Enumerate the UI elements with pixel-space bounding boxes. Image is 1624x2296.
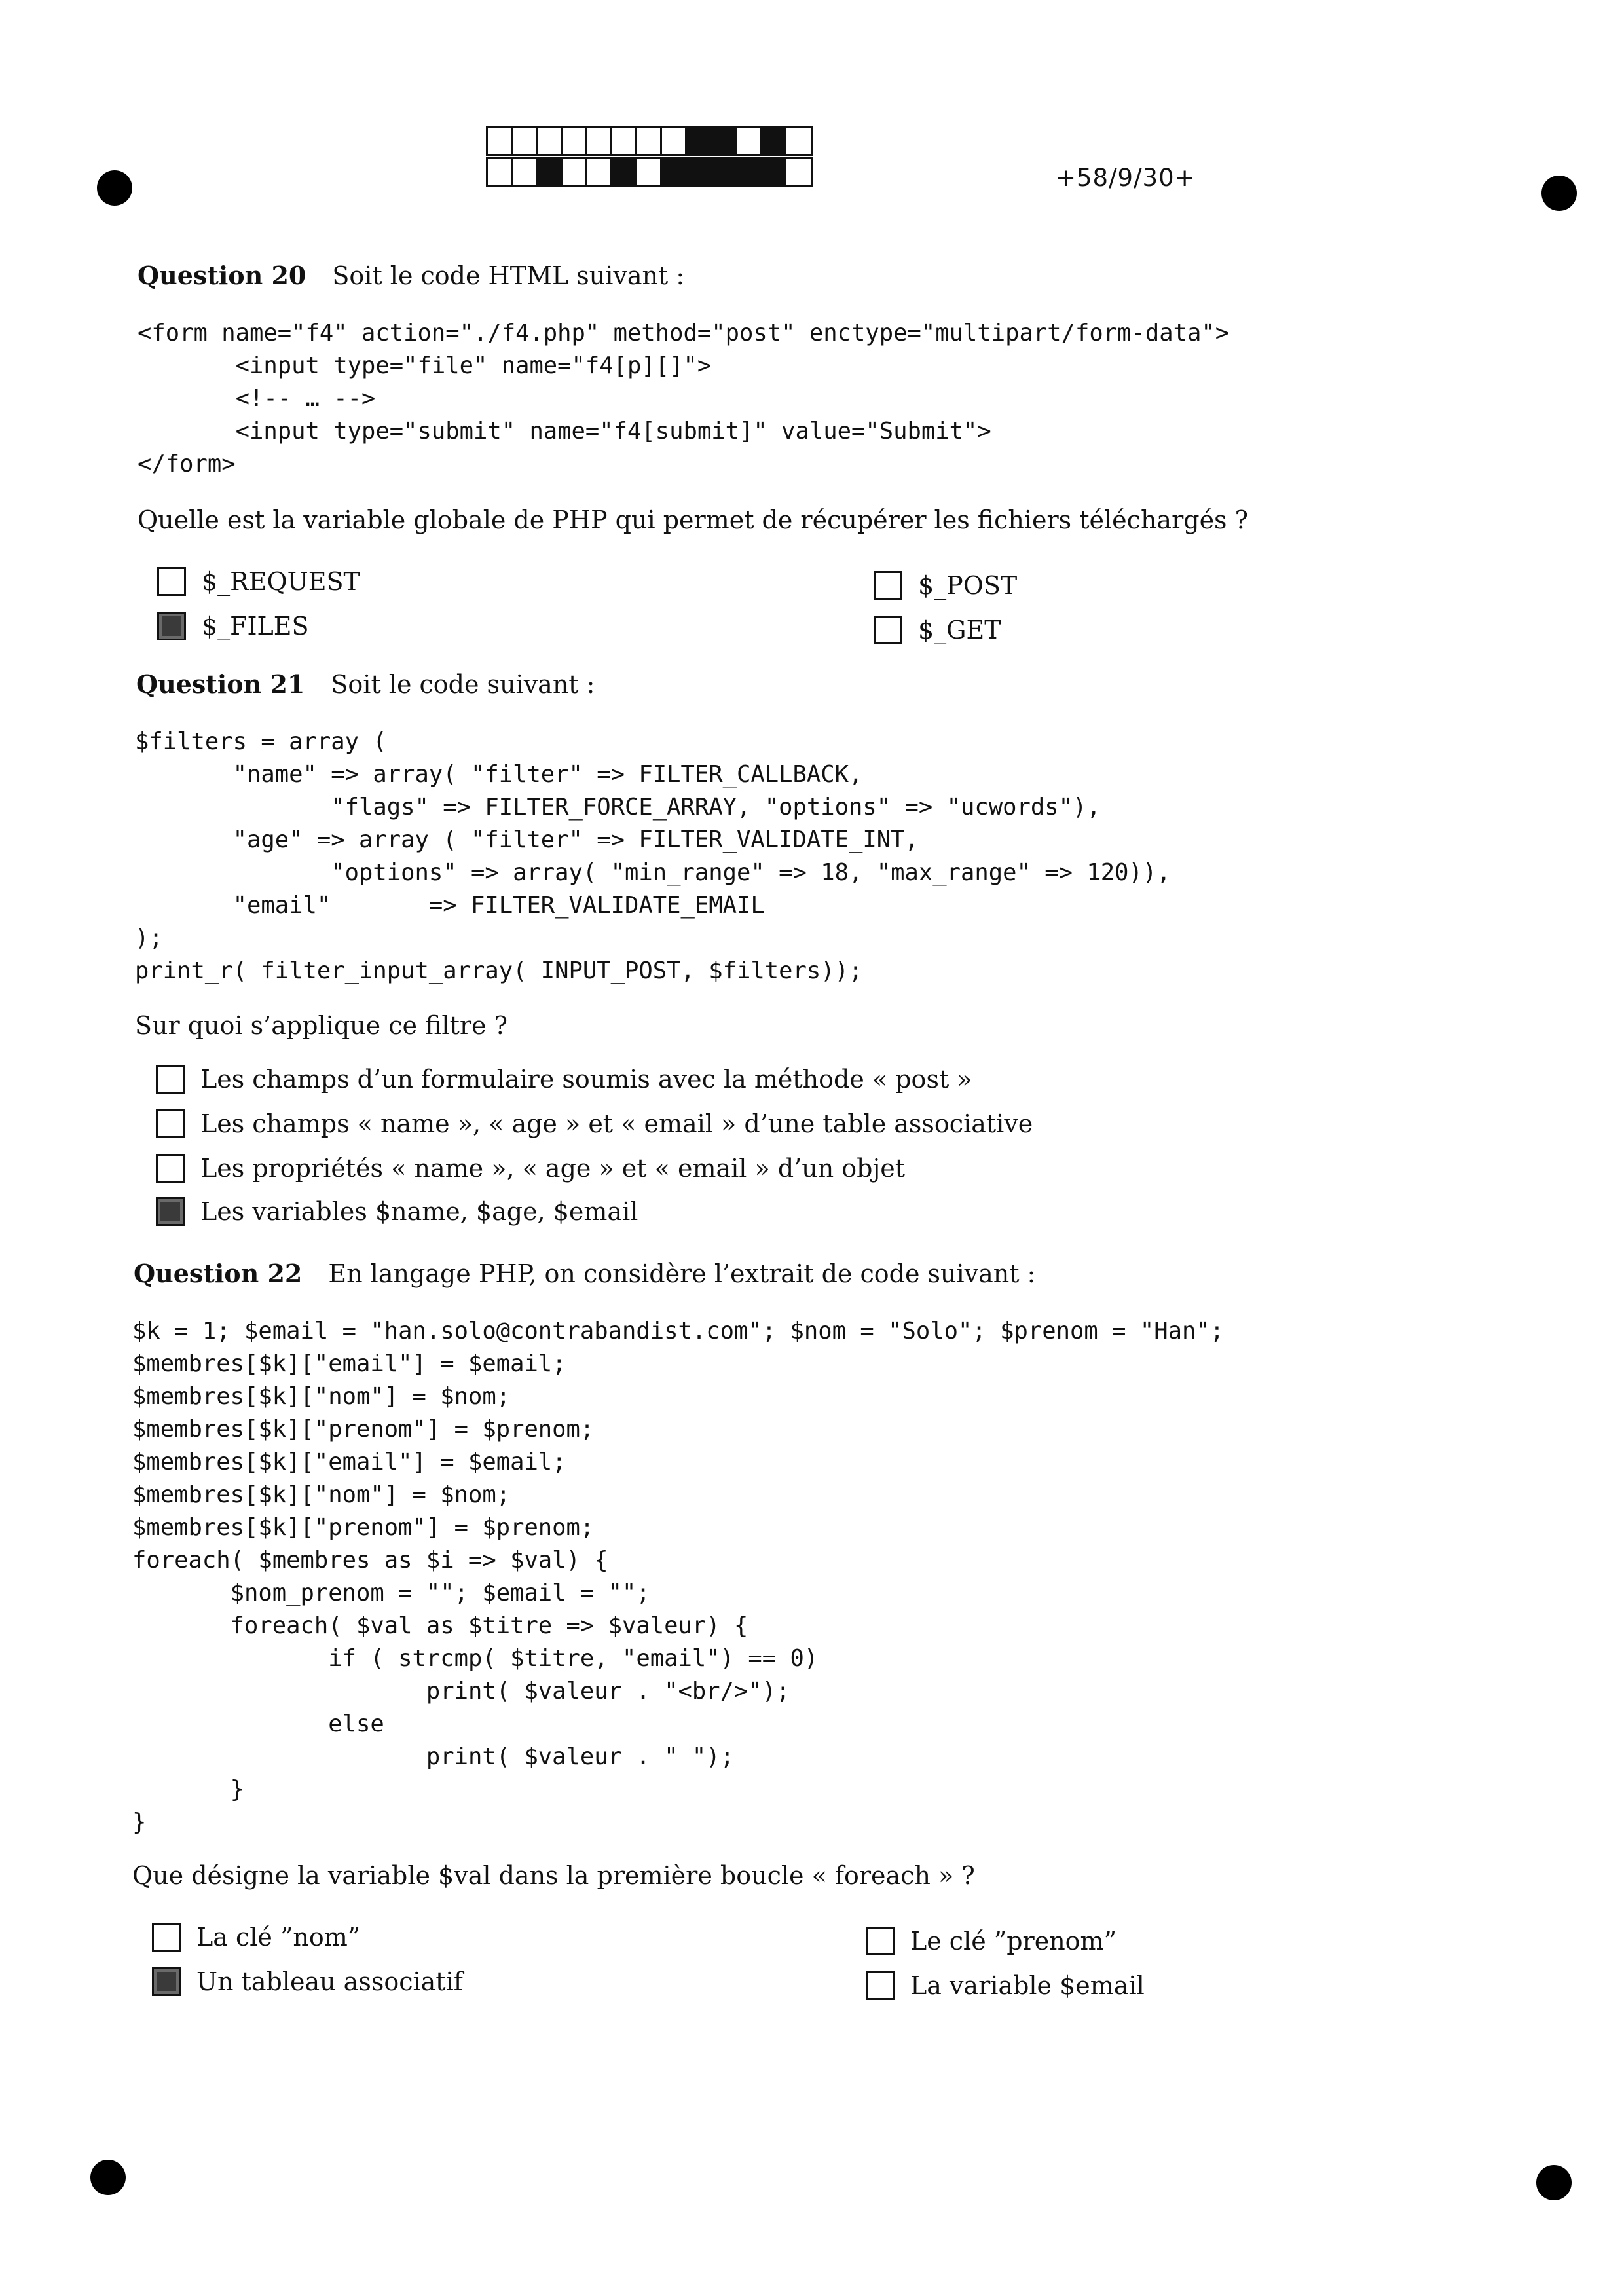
code-line: } — [132, 1776, 244, 1803]
code-line: $membres[$k]["email"] = $email; — [132, 1449, 566, 1475]
q22-label: Question 22 — [134, 1259, 303, 1288]
code-line: $membres[$k]["email"] = $email; — [132, 1350, 566, 1377]
checkbox[interactable] — [156, 1109, 185, 1138]
barcode-cell — [762, 128, 786, 154]
code-line: <input type="submit" name="f4[submit]" value="Submit"> — [138, 418, 991, 445]
code-line: <input type="file" name="f4[p][]"> — [138, 352, 712, 379]
q22-intro: En langage PHP, on considère l’extrait de code suivant : — [328, 1259, 1036, 1288]
barcode-cell — [538, 159, 563, 185]
barcode-cell — [587, 159, 612, 185]
q22-prompt: Que désigne la variable $val dans la première boucle « foreach » ? — [132, 1861, 975, 1890]
code-line: "flags" => FILTER_FORCE_ARRAY, "options" => "ucwords"), — [135, 794, 1101, 821]
q21-option-4[interactable] — [156, 1197, 638, 1226]
q20-intro: Soit le code HTML suivant : — [332, 261, 685, 290]
code-line: print( $valeur . "<br/>"); — [132, 1678, 790, 1705]
q21-option-3[interactable] — [156, 1154, 905, 1183]
barcode-cell — [612, 128, 637, 154]
q22-option-4[interactable] — [866, 1971, 1145, 2000]
barcode-cell — [538, 128, 563, 154]
checkbox[interactable] — [157, 567, 186, 596]
option-text: La clé ”nom” — [196, 1923, 361, 1952]
q20-option-2[interactable] — [157, 612, 309, 640]
code-line: foreach( $val as $titre => $valeur) { — [132, 1612, 748, 1639]
q21-intro: Soit le code suivant : — [331, 670, 595, 699]
barcode-cell — [637, 128, 662, 154]
q20-option-3[interactable] — [874, 571, 1017, 600]
code-line: else — [132, 1711, 384, 1737]
code-line: $membres[$k]["nom"] = $nom; — [132, 1383, 511, 1410]
barcode-cell — [712, 159, 737, 185]
q21-code — [135, 726, 1171, 988]
q22-option-1[interactable] — [152, 1923, 360, 1952]
checkbox[interactable] — [157, 612, 186, 640]
checkbox[interactable] — [866, 1971, 895, 2000]
barcode-row-2 — [486, 157, 813, 187]
q22-option-3[interactable] — [866, 1927, 1116, 1955]
page-id: +58/9/30+ — [1056, 164, 1196, 192]
barcode-cell — [712, 128, 737, 154]
code-line: "options" => array( "min_range" => 18, "max_range" => 120)), — [135, 859, 1171, 886]
option-text: Les variables $name, $age, $email — [200, 1197, 638, 1226]
option-text: Les propriétés « name », « age » et « email » d’un objet — [200, 1154, 906, 1183]
code-line: $k = 1; $email = "han.solo@contrabandist.com"; $nom = "Solo"; $prenom = "Han"; — [132, 1318, 1225, 1344]
registration-mark-top-right — [1541, 176, 1577, 211]
barcode-cell — [488, 128, 513, 154]
barcode-cell — [786, 159, 811, 185]
q20-header — [138, 261, 684, 290]
code-line: </form> — [138, 451, 236, 477]
barcode-cell — [662, 159, 687, 185]
q22-code — [132, 1315, 1224, 1839]
barcode-cell — [488, 159, 513, 185]
barcode-cell — [737, 159, 762, 185]
option-text: Les champs « name », « age » et « email » d’une table associative — [200, 1109, 1033, 1138]
q20-option-1[interactable] — [157, 567, 360, 596]
q21-prompt: Sur quoi s’applique ce filtre ? — [135, 1011, 507, 1040]
q21-label: Question 21 — [136, 669, 305, 699]
code-line: "age" => array ( "filter" => FILTER_VALIDATE_INT, — [135, 826, 919, 853]
option-text: Un tableau associatif — [196, 1967, 463, 1996]
barcode-cell — [513, 159, 538, 185]
barcode-cell — [563, 159, 587, 185]
option-text: $_REQUEST — [202, 567, 360, 596]
code-line: print( $valeur . " "); — [132, 1743, 735, 1770]
code-line: $membres[$k]["nom"] = $nom; — [132, 1481, 511, 1508]
barcode-cell — [563, 128, 587, 154]
q22-header — [134, 1259, 1035, 1288]
code-line: if ( strcmp( $titre, "email") == 0) — [132, 1645, 819, 1672]
barcode-cell — [612, 159, 637, 185]
barcode-cell — [687, 159, 712, 185]
option-text: Les champs d’un formulaire soumis avec la méthode « post » — [200, 1065, 972, 1094]
registration-mark-bottom-right — [1536, 2165, 1572, 2200]
barcode-cell — [637, 159, 662, 185]
q22-option-2[interactable] — [152, 1967, 463, 1996]
code-line: $membres[$k]["prenom"] = $prenom; — [132, 1416, 595, 1443]
option-text: La variable $email — [910, 1971, 1145, 2000]
code-line: ); — [135, 925, 163, 952]
code-line: <form name="f4" action="./f4.php" method="post" enctype="multipart/form-data"> — [138, 320, 1230, 346]
registration-mark-top-left — [97, 170, 132, 206]
code-line: "name" => array( "filter" => FILTER_CALLBACK, — [135, 761, 863, 788]
registration-mark-bottom-left — [90, 2160, 126, 2195]
option-text: Le clé ”prenom” — [910, 1927, 1117, 1955]
barcode-cell — [587, 128, 612, 154]
checkbox[interactable] — [152, 1967, 181, 1996]
checkbox[interactable] — [874, 571, 902, 600]
q20-code — [138, 317, 1229, 481]
checkbox[interactable] — [156, 1197, 185, 1226]
code-line: $nom_prenom = ""; $email = ""; — [132, 1580, 650, 1606]
q21-option-1[interactable] — [156, 1065, 972, 1094]
barcode-cell — [786, 128, 811, 154]
code-line: <!-- … --> — [138, 385, 376, 412]
code-line: } — [132, 1809, 147, 1836]
code-line: "email" => FILTER_VALIDATE_EMAIL — [135, 892, 765, 919]
code-line: foreach( $membres as $i => $val) { — [132, 1547, 608, 1574]
checkbox[interactable] — [152, 1923, 181, 1952]
barcode-cell — [762, 159, 786, 185]
barcode-row-1 — [486, 126, 813, 156]
checkbox[interactable] — [156, 1154, 185, 1183]
code-line: print_r( filter_input_array( INPUT_POST, $filters)); — [135, 957, 863, 984]
checkbox[interactable] — [874, 616, 902, 644]
barcode-cell — [687, 128, 712, 154]
q21-header — [136, 669, 595, 699]
checkbox[interactable] — [866, 1927, 895, 1955]
q21-option-2[interactable] — [156, 1109, 1033, 1138]
barcode-cell — [513, 128, 538, 154]
option-text: $_POST — [918, 571, 1018, 600]
option-text: $_FILES — [202, 612, 309, 640]
checkbox[interactable] — [156, 1065, 185, 1094]
q20-label: Question 20 — [138, 261, 306, 290]
q20-option-4[interactable] — [874, 616, 1001, 644]
option-text: $_GET — [918, 616, 1001, 644]
code-line: $membres[$k]["prenom"] = $prenom; — [132, 1514, 595, 1541]
barcode-cell — [662, 128, 687, 154]
code-line: $filters = array ( — [135, 728, 387, 755]
barcode-cell — [737, 128, 762, 154]
q20-prompt: Quelle est la variable globale de PHP qui permet de récupérer les fichiers téléchargés ? — [138, 506, 1249, 534]
